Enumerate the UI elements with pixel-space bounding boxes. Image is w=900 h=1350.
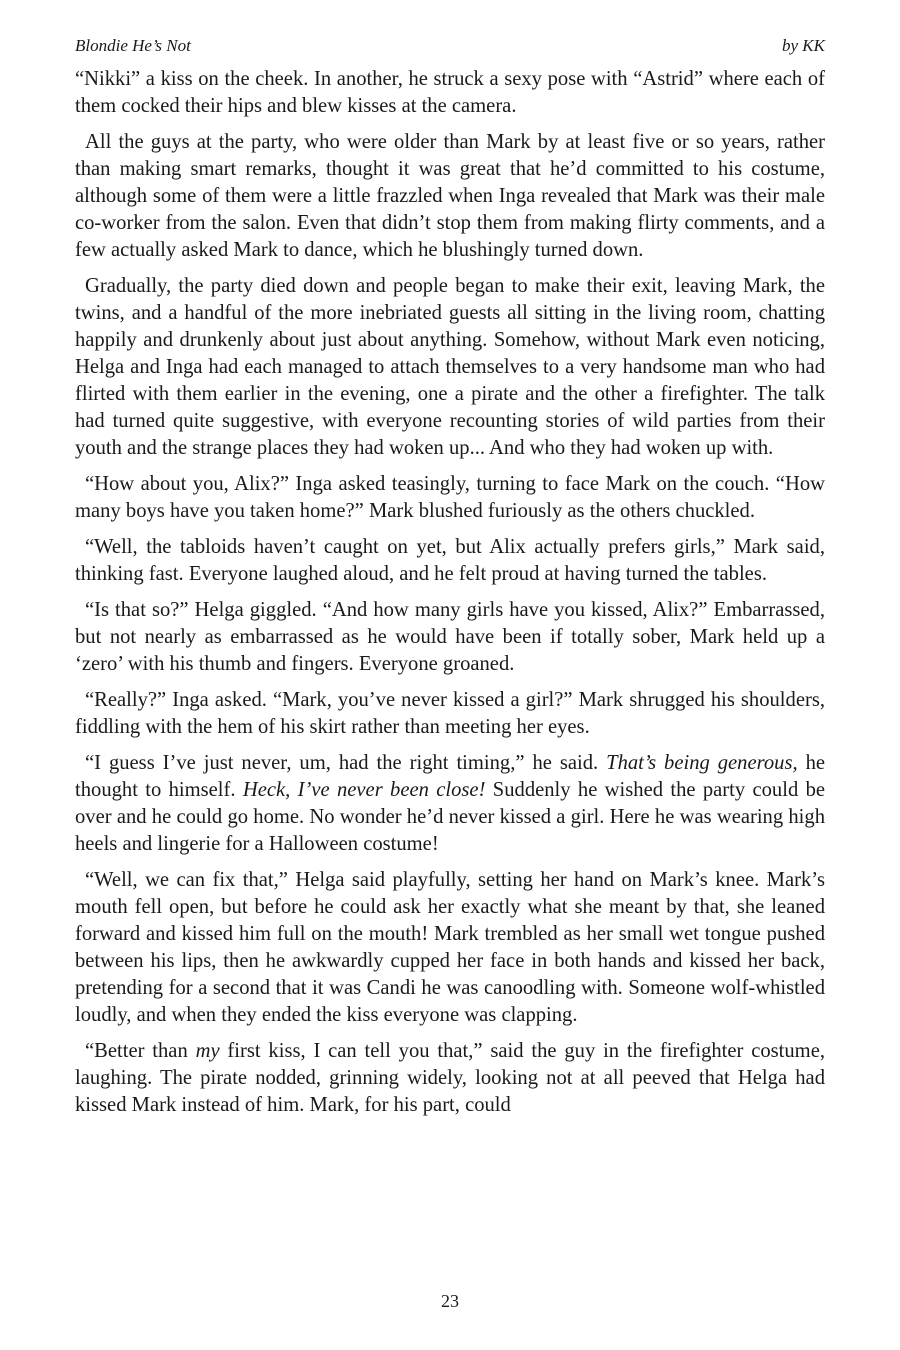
paragraph: Gradually, the party died down and people began to make their exit, leaving Mark, the twins, and a handful of the more inebriated guests all sitting in the living room, chatting happily and drunkenly about just about anything. Somehow, without Mark even noticing, Helga and Inga had each managed to attach themselves to a very handsome man who had flirted with them earlier in the evening, one a pirate and the other a firefighter. The talk had turned quite suggestive, with everyone recounting stories of wild parties from their youth and the strange places they had woken up... And who they had woken up with. (75, 275, 825, 459)
italic-emphasis: my (195, 1040, 220, 1062)
paragraph: “Well, the tabloids haven’t caught on yet, but Alix actually prefers girls,” Mark said, thinking fast. Everyone laughed aloud, and he felt proud at having turned the tables. (75, 536, 825, 585)
paragraph-text: first kiss, I can tell you that,” said the guy in the firefighter costume, laughing. The pirate nodded, grinning widely, looking not at all peeved that Helga had kissed Mark instead of him. Mark, for his part, could (75, 1040, 825, 1116)
page-number: 23 (441, 1291, 459, 1311)
paragraph-text: “I guess I’ve just never, um, had the right timing,” he said. (85, 752, 607, 774)
running-header (75, 35, 825, 57)
body-text (75, 66, 825, 1119)
paragraph (75, 1038, 825, 1119)
paragraph-text: “Better than (85, 1040, 196, 1062)
author-name: by KK (782, 36, 825, 55)
paragraph-text: Suddenly he wished the party could be over and he could go home. No wonder he’d never kissed a girl. Here he was wearing high heels and lingerie for a Halloween costume! (75, 779, 826, 855)
paragraph: “Well, we can fix that,” Helga said playfully, setting her hand on Mark’s knee. Mark’s mouth fell open, but before he could ask her exactly what she meant by that, she leaned forward and kissed him full on the mouth! Mark trembled as her small wet tongue pushed between his lips, then he awkwardly cupped her face in both hands and kissed her back, pretending for a second that it was Candi he was canoodling with. Someone wolf-whistled loudly, and when they ended the kiss everyone was clapping. (75, 869, 825, 1026)
book-title: Blondie He’s Not (75, 36, 191, 55)
paragraph: “Really?” Inga asked. “Mark, you’ve never kissed a girl?” Mark shrugged his shoulders, fiddling with the hem of his skirt rather than meeting her eyes. (75, 689, 825, 738)
italic-thought: That’s being generous, (606, 752, 798, 774)
paragraph (75, 750, 825, 858)
paragraph: “Nikki” a kiss on the cheek. In another, he struck a sexy pose with “Astrid” where each of them cocked their hips and blew kisses at the camera. (75, 68, 825, 117)
paragraph-text: he thought to himself. (75, 752, 826, 801)
paragraph: “Is that so?” Helga giggled. “And how many girls have you kissed, Alix?” Embarrassed, but not nearly as embarrassed as he would have been if totally sober, Mark held up a ‘zero’ with his thumb and fingers. Everyone groaned. (75, 599, 825, 675)
paragraph: All the guys at the party, who were older than Mark by at least five or so years, rather than making smart remarks, thought it was great that he’d committed to his costume, although some of them were a little frazzled when Inga revealed that Mark was their male co-worker from the salon. Even that didn’t stop them from making flirty comments, and a few actually asked Mark to dance, which he blushingly turned down. (75, 131, 825, 261)
book-page (75, 35, 825, 1128)
paragraph: “How about you, Alix?” Inga asked teasingly, turning to face Mark on the couch. “How many boys have you taken home?” Mark blushed furiously as the others chuckled. (75, 473, 825, 522)
italic-thought: Heck, I’ve never been close! (242, 779, 486, 801)
